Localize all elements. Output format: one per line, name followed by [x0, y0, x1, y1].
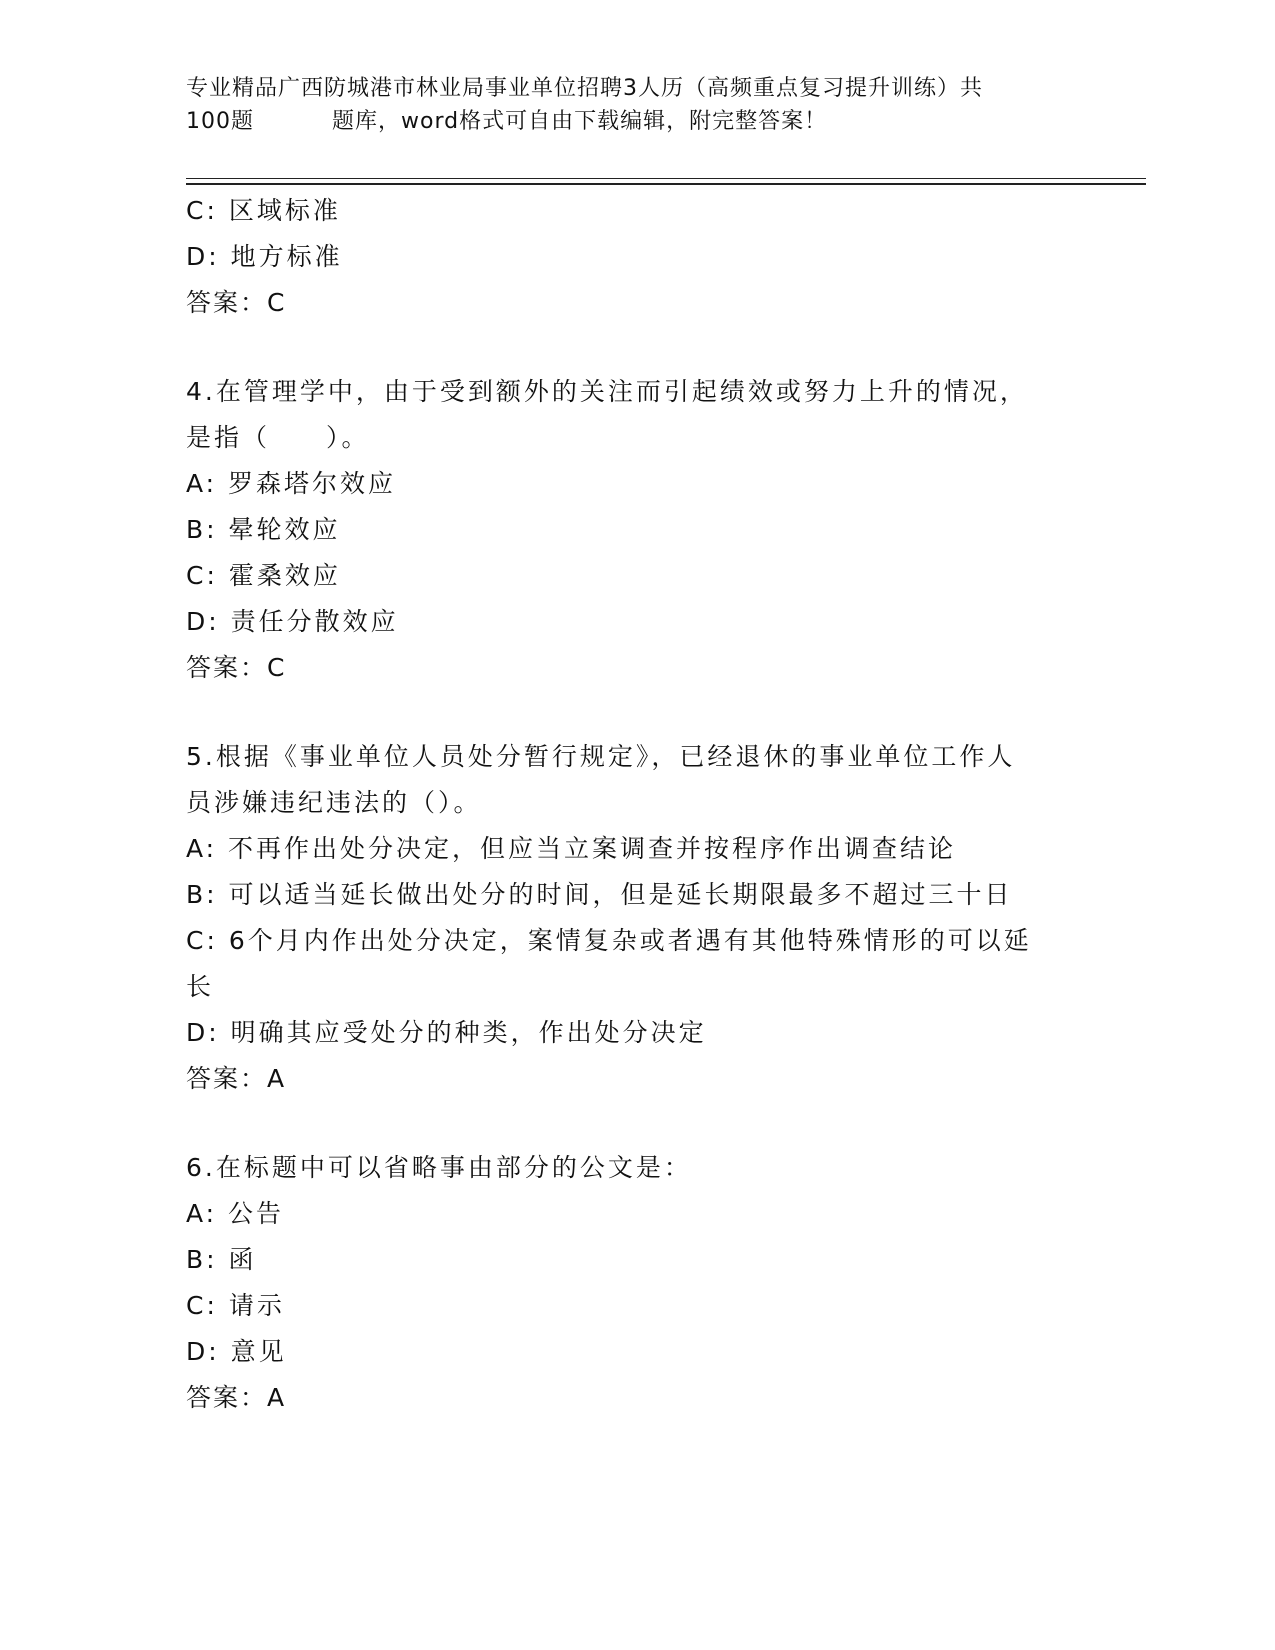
answer: 答案：A	[186, 1064, 287, 1093]
option-c: C: 霍桑效应	[186, 561, 341, 590]
question-stem: 5.根据《事业单位人员处分暂行规定》，已经退休的事业单位工作人	[186, 742, 1016, 771]
question-stem: 6.在标题中可以省略事由部分的公文是：	[186, 1153, 692, 1182]
option-d: D: 地方标准	[186, 242, 343, 271]
question-3-tail	[186, 188, 1066, 326]
option-a: A: 不再作出处分决定，但应当立案调查并按程序作出调查结论	[186, 834, 957, 863]
option-c: C: 区域标准	[186, 196, 341, 225]
option-b: B: 晕轮效应	[186, 515, 341, 544]
option-c-continued: 长	[186, 972, 215, 1001]
option-c: C: 6个月内作出处分决定，案情复杂或者遇有其他特殊情形的可以延	[186, 926, 1032, 955]
header-description: 题库，word格式可自由下载编辑，附完整答案！	[332, 109, 828, 134]
answer: 答案：A	[186, 1383, 287, 1412]
header-title-line2	[186, 105, 1066, 138]
question-stem: 4.在管理学中，由于受到额外的关注而引起绩效或努力上升的情况，	[186, 377, 1028, 406]
header-title-line1: 专业精品广西防城港市林业局事业单位招聘3人历（高频重点复习提升训练）共	[186, 76, 983, 101]
option-d: D: 意见	[186, 1337, 287, 1366]
header-divider-top	[186, 178, 1146, 179]
option-b: B: 可以适当延长做出处分的时间，但是延长期限最多不超过三十日	[186, 880, 1013, 909]
document-header	[186, 72, 1066, 138]
answer: 答案：C	[186, 653, 287, 682]
header-question-count: 100题	[186, 109, 254, 134]
question-stem-continued: 员涉嫌违纪违法的（）。	[186, 788, 482, 817]
question-stem-continued: 是指（ ）。	[186, 423, 370, 452]
header-divider-bottom	[186, 183, 1146, 185]
answer: 答案：C	[186, 288, 287, 317]
option-a: A: 罗森塔尔效应	[186, 469, 397, 498]
option-c: C: 请示	[186, 1291, 285, 1320]
question-5	[186, 734, 1066, 1102]
option-d: D: 责任分散效应	[186, 607, 399, 636]
question-4	[186, 369, 1066, 691]
question-6	[186, 1145, 1066, 1421]
option-d: D: 明确其应受处分的种类，作出处分决定	[186, 1018, 707, 1047]
option-b: B: 函	[186, 1245, 257, 1274]
option-a: A: 公告	[186, 1199, 285, 1228]
question-content	[186, 188, 1066, 1421]
